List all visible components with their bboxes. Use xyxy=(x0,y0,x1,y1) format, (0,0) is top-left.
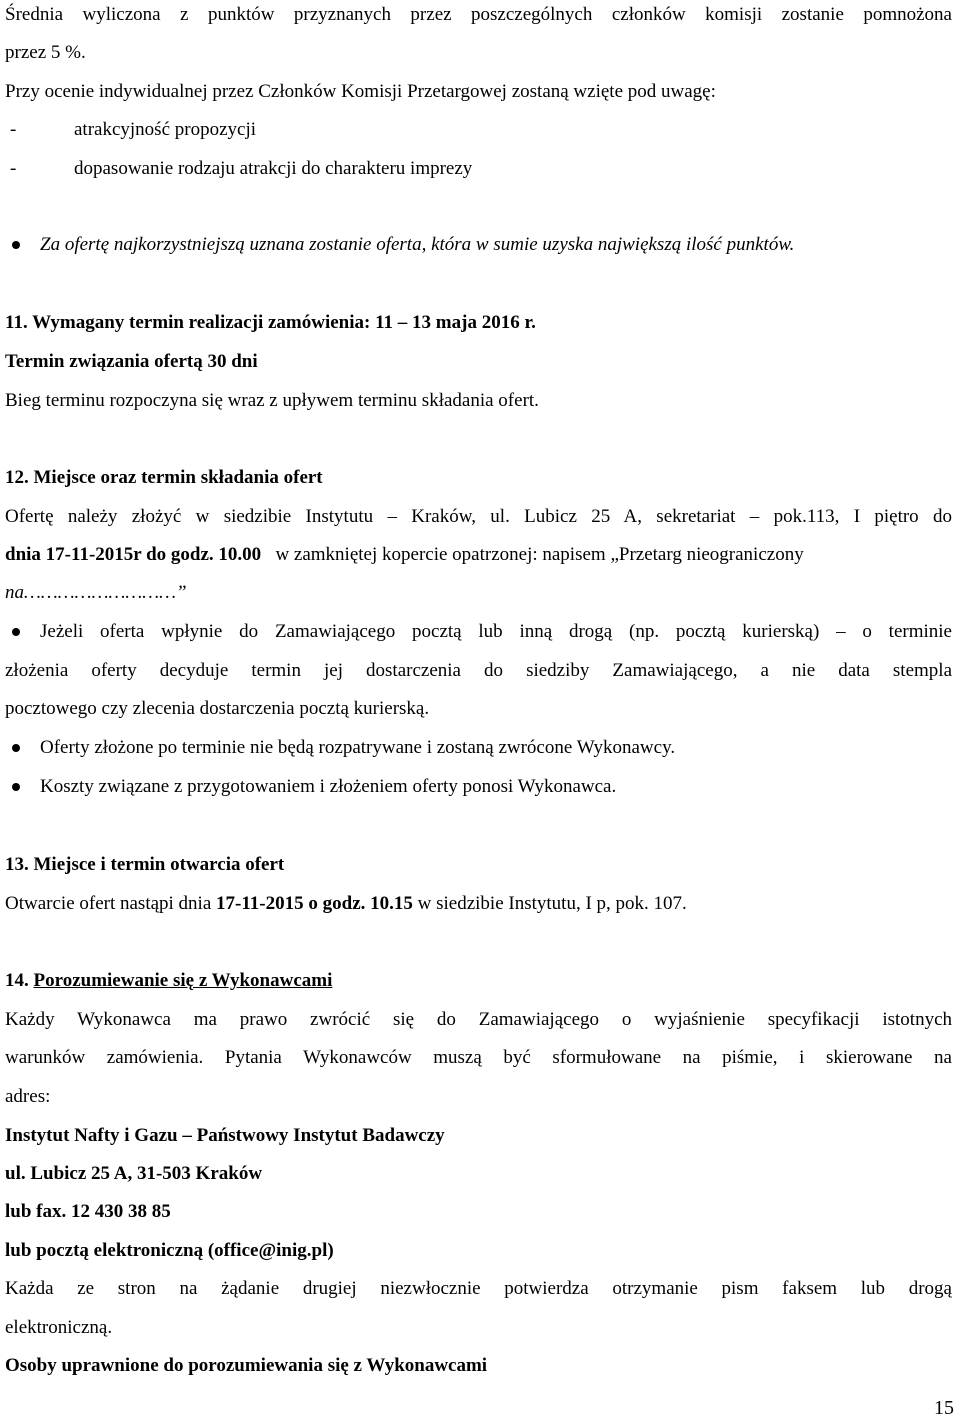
eval-item-text: dopasowanie rodzaju atrakcji do charakteru imprezy xyxy=(74,158,473,179)
dash-marker: - xyxy=(10,158,17,179)
sec12-bullet2: Oferty złożone po terminie nie będą rozpatrywane i zostaną zwrócone Wykonawcy. xyxy=(40,737,676,758)
individual-eval-intro: Przy ocenie indywidualnej przez Członków Komisji Przetargowej zostaną wzięte pod uwagę: xyxy=(5,81,716,102)
avg-line-1: Średnia wyliczona z punktów przyznanych przez poszczególnych członków komisji zostanie pomnożona xyxy=(5,4,952,25)
sec14-heading: 14. Porozumiewanie się z Wykonawcami xyxy=(5,970,333,991)
sec13-heading: 13. Miejsce i termin otwarcia ofert xyxy=(5,854,285,875)
sec12-line-3: na………………………” xyxy=(5,582,187,603)
best-offer-text: Za ofertę najkorzystniejszą uznana zostanie oferta, która w sumie uzyska największą ilość punktów. xyxy=(40,234,795,255)
sec11-text: Bieg terminu rozpoczyna się wraz z upływem terminu składania ofert. xyxy=(5,390,539,411)
sec12-line-2: dnia 17-11-2015r do godz. 10.00 w zamkniętej kopercie opatrzonej: napisem „Przetarg nieograniczony xyxy=(5,544,804,565)
sec11-binding: Termin związania ofertą 30 dni xyxy=(5,351,258,372)
institute-name: Instytut Nafty i Gazu – Państwowy Instytut Badawczy xyxy=(5,1125,445,1146)
sec14-line-3: adres: xyxy=(5,1086,51,1107)
institute-email: lub pocztą elektroniczną (office@inig.pl) xyxy=(5,1240,334,1261)
sec12-heading: 12. Miejsce oraz termin składania ofert xyxy=(5,467,323,488)
avg-line-2: przez 5 %. xyxy=(5,42,86,63)
sec11-heading: 11. Wymagany termin realizacji zamówienia: 11 – 13 maja 2016 r. xyxy=(5,312,536,333)
sec12-line-1: Ofertę należy złożyć w siedzibie Instytutu – Kraków, ul. Lubicz 25 A, sekretariat – pok.113, I piętro do xyxy=(5,506,952,527)
sec12-bullet1-line-2: złożenia oferty decyduje termin jej dostarczenia do siedziby Zamawiającego, a nie data stempla xyxy=(5,660,952,681)
bullet-icon xyxy=(12,783,20,791)
bullet-icon xyxy=(12,744,20,752)
contacts-heading: Osoby uprawnione do porozumiewania się z Wykonawcami xyxy=(5,1355,488,1376)
bullet-icon xyxy=(12,628,20,636)
page-number: 15 xyxy=(934,1397,954,1419)
confirm-line-2: elektroniczną. xyxy=(5,1317,113,1338)
sec12-bullet1-line-1: Jeżeli oferta wpłynie do Zamawiającego pocztą lub inną drogą (np. pocztą kurierską) – o terminie xyxy=(40,621,952,642)
eval-item-text: atrakcyjność propozycji xyxy=(74,119,257,140)
eval-item-2 xyxy=(10,157,952,181)
eval-item-1 xyxy=(10,118,952,142)
sec12-bullet1-line-3: pocztowego czy zlecenia dostarczenia pocztą kurierską. xyxy=(5,698,430,719)
institute-address: ul. Lubicz 25 A, 31-503 Kraków xyxy=(5,1163,263,1184)
sec14-line-2: warunków zamówienia. Pytania Wykonawców muszą być sformułowane na piśmie, i skierowane na xyxy=(5,1047,952,1068)
bullet-icon xyxy=(12,241,20,249)
sec12-bullet3: Koszty związane z przygotowaniem i złożeniem oferty ponosi Wykonawca. xyxy=(40,776,617,797)
dash-marker: - xyxy=(10,119,17,140)
confirm-line-1: Każda ze stron na żądanie drugiej niezwłocznie potwierdza otrzymanie pism faksem lub drogą xyxy=(5,1278,952,1299)
sec14-line-1: Każdy Wykonawca ma prawo zwrócić się do Zamawiającego o wyjaśnienie specyfikacji istotnych xyxy=(5,1009,952,1030)
institute-fax: lub fax. 12 430 38 85 xyxy=(5,1201,171,1222)
sec13-text: Otwarcie ofert nastąpi dnia 17-11-2015 o godz. 10.15 w siedzibie Instytutu, I p, pok. 107. xyxy=(5,893,687,914)
